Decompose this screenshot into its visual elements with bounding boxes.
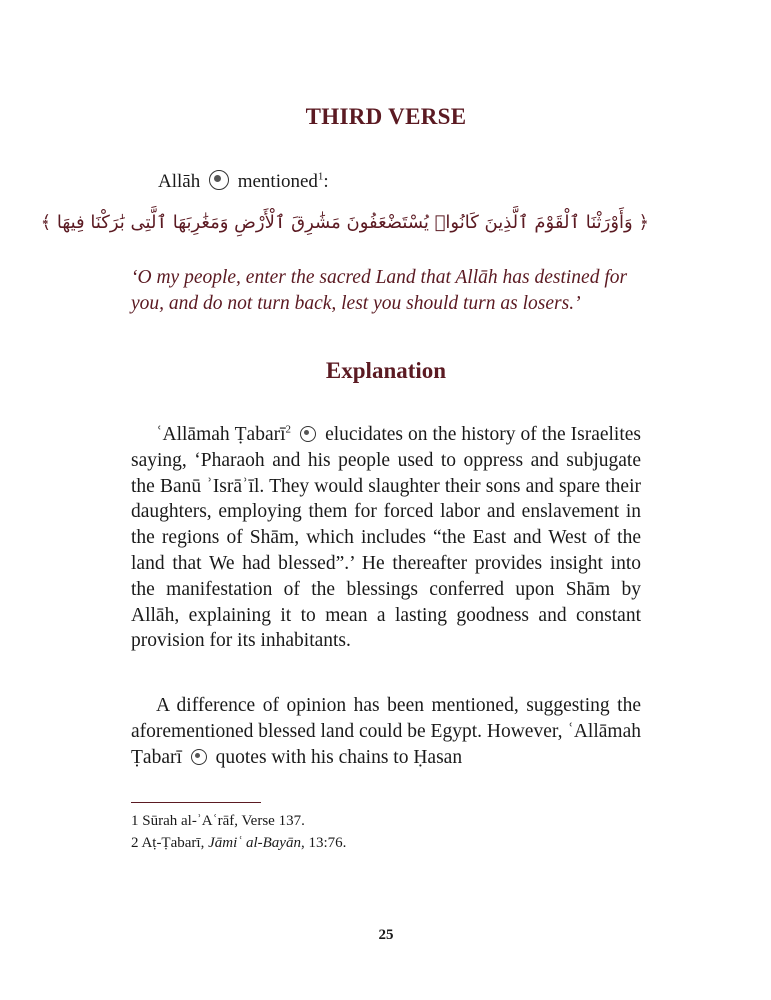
arabic-verse: ﴿ وَأَوْرَثْنَا ٱلْقَوْمَ ٱلَّذِينَ كَانُوا۟ يُسْتَضْعَفُونَ مَشَٰرِقَ ٱلْأَرْضِ وَمَغَٰرِبَهَا ٱلَّتِى بَٰرَكْنَا فِيهَا ﴾ <box>40 212 649 233</box>
footnote-2-text-after: , 13:76. <box>300 835 347 851</box>
footnote-1-number: 1 <box>131 813 139 829</box>
footnote-2-text-before: Aṭ-Ṭabarī, <box>141 835 209 851</box>
footnote-2-number: 2 <box>131 835 139 851</box>
verse-translation: ‘O my people, enter the sacred Land that Allāh has destined for you, and do not turn back, lest you should turn as losers.’ <box>131 267 628 314</box>
footnote-1-text: Sūrah al-ʾAʿrāf, Verse 137. <box>142 813 305 829</box>
paragraph-1 <box>131 422 641 654</box>
paragraph-2 <box>131 693 641 770</box>
honorific-seal-icon <box>209 170 229 190</box>
book-page <box>40 0 649 1000</box>
verse-intro <box>158 170 329 193</box>
paragraph-1-lead: ʿAllāmah Ṭabarī <box>156 424 286 445</box>
page-number: 25 <box>378 927 394 943</box>
honorific-mercy-icon <box>300 426 316 442</box>
footnote-1 <box>131 810 641 832</box>
footnotes <box>131 810 641 854</box>
footnote-divider <box>131 802 261 803</box>
footnote-ref-1: 1 <box>317 170 324 183</box>
explanation-heading: Explanation <box>325 358 447 383</box>
paragraph-2-part2: quotes with his chains to Ḥasan <box>215 746 463 768</box>
honorific-mercy-icon <box>191 749 207 765</box>
intro-allah: Allāh <box>158 171 201 192</box>
paragraph-1-rest: elucidates on the history of the Israelites saying, ‘Pharaoh and his people used to oppress and subjugate the Banū ʾIsrāʾīl. They would slaughter their sons and spare their daughters, employing them for forced labor and enslavement in the regions of Shām, which includes “the East and West of the land that We had blessed”.’ He thereafter provides insight into the manifestation of the blessings conferred upon Shām by Allāh, explaining it to mean a lasting goodness and constant provision for its inhabitants. <box>131 424 642 652</box>
intro-mentioned: mentioned <box>237 171 318 192</box>
footnote-2 <box>131 832 641 854</box>
intro-colon: : <box>323 171 329 192</box>
footnote-2-book-title: Jāmiʿ al-Bayān <box>208 835 301 851</box>
footnote-ref-2: 2 <box>285 423 292 436</box>
section-heading: THIRD VERSE <box>305 104 467 129</box>
paragraph-2-part1: A difference of opinion has been mentioned, suggesting the aforementioned blessed land could be Egypt. However, ʿAllāmah Ṭabarī <box>131 695 641 768</box>
